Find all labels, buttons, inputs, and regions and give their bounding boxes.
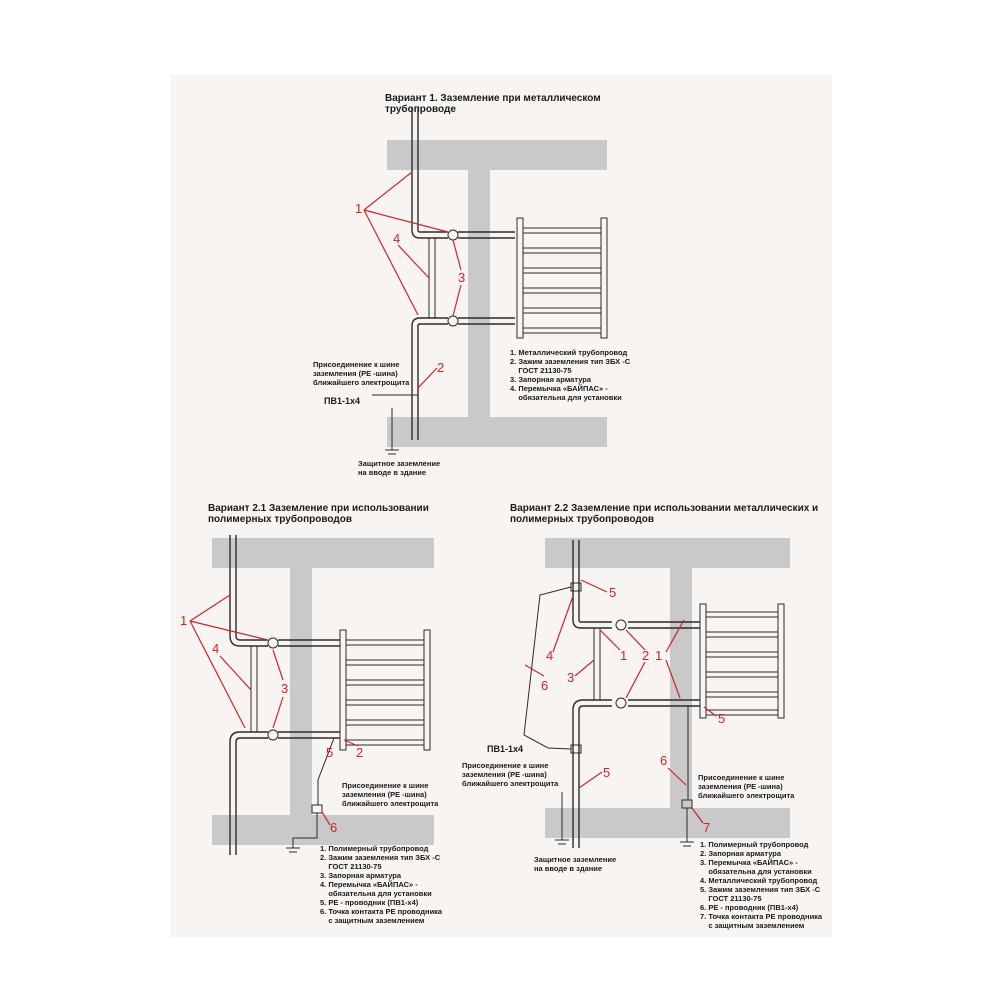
v22-floor	[545, 808, 790, 838]
v21-legend-item: 2. Зажим заземления тип ЗБХ -С	[320, 853, 441, 862]
variant-1	[313, 93, 631, 477]
v21-legend-item: ГОСТ 21130-75	[320, 862, 382, 871]
v21-towel-rail	[340, 630, 430, 750]
v21-callout-6: 6	[330, 820, 338, 835]
variant-2-2	[462, 503, 823, 930]
v21-connection-line3: ближайшего электрощита	[342, 799, 439, 808]
v22-callout-7: 7	[703, 820, 711, 835]
v21-callout-3: 3	[281, 681, 289, 696]
v22-title-line2: полимерных трубопроводов	[510, 514, 654, 525]
v22-legend-item: ГОСТ 21130-75	[700, 894, 762, 903]
v22-legend-item: 3. Перемычка «БАЙПАС» -	[700, 858, 798, 867]
v22-legend-item: 5. Зажим заземления тип ЗБХ -С	[700, 885, 821, 894]
v22-callout-6a: 6	[541, 678, 549, 693]
v22-callout-1a: 1	[620, 648, 628, 663]
v22-valve-top	[616, 620, 626, 630]
v22-valve-bottom	[616, 698, 626, 708]
v1-connection-line1: Присоединение к шине	[313, 360, 400, 369]
v21-floor	[212, 815, 434, 845]
v21-legend-item: 5. РЕ - проводник (ПВ1-х4)	[320, 898, 419, 907]
v22-connection-b-line2: заземления (РЕ -шина)	[698, 782, 783, 791]
v1-connection-line2: заземления (РЕ -шина)	[313, 369, 398, 378]
v21-valve-top	[268, 638, 278, 648]
v22-callout-2: 2	[642, 648, 650, 663]
v1-towel-rail	[517, 218, 607, 338]
v22-callout-3: 3	[567, 670, 575, 685]
v1-valve-bottom	[448, 316, 458, 326]
v21-callout-5: 5	[326, 745, 334, 760]
v21-connection-line1: Присоединение к шине	[342, 781, 429, 790]
v21-legend	[320, 844, 443, 925]
v1-ceiling	[387, 140, 607, 170]
v1-title-line1: Вариант 1. Заземление при металлическом	[385, 93, 601, 104]
v21-legend-item: 3. Запорная арматура	[320, 871, 402, 880]
v21-legend-item: 1. Полимерный трубопровод	[320, 844, 429, 853]
v21-contact-point	[312, 805, 322, 813]
v22-legend-item: обязательна для установки	[700, 867, 812, 876]
v22-connection-a-line3: ближайшего электрощита	[462, 779, 559, 788]
v1-legend	[510, 348, 631, 402]
v22-callout-5: 5	[609, 585, 617, 600]
v22-title-line1: Вариант 2.2 Заземление при использовании металлических и	[510, 503, 819, 514]
v21-legend-item: 4. Перемычка «БАЙПАС» -	[320, 880, 418, 889]
v1-ground-line1: Защитное заземление	[358, 459, 441, 468]
v21-bypass	[251, 646, 257, 732]
v1-legend-item: 2. Зажим заземления тип ЗБХ -С	[510, 357, 631, 366]
v22-legend-item: с защитным заземлением	[700, 921, 805, 930]
v21-callout-2: 2	[356, 745, 364, 760]
v21-ceiling	[212, 538, 434, 568]
v22-legend	[700, 840, 823, 930]
v22-ceiling	[545, 538, 790, 568]
v1-legend-item: ГОСТ 21130-75	[510, 366, 572, 375]
v21-callout-1: 1	[180, 613, 188, 628]
v1-legend-item: 4. Перемычка «БАЙПАС» -	[510, 384, 608, 393]
v21-legend-item: с защитным заземлением	[320, 916, 425, 925]
v1-column	[468, 170, 490, 417]
v22-callout-4: 4	[546, 648, 554, 663]
variant-2-1	[180, 503, 443, 925]
v1-cable-label: ПВ1-1х4	[324, 396, 360, 406]
v1-callout-2: 2	[437, 360, 445, 375]
v1-title-line2: трубопроводе	[385, 104, 456, 115]
v1-callout-1: 1	[355, 201, 363, 216]
v22-legend-item: 1. Полимерный трубопровод	[700, 840, 809, 849]
v21-connection-line2: заземления (РЕ -шина)	[342, 790, 427, 799]
v22-connection-b-line3: ближайшего электрощита	[698, 791, 795, 800]
v1-legend-item: 3. Запорная арматура	[510, 375, 592, 384]
v22-legend-item: 4. Металлический трубопровод	[700, 876, 818, 885]
v22-callout-6b: 6	[660, 753, 668, 768]
v22-callout-1b: 1	[655, 648, 663, 663]
v21-title-line2: полимерных трубопроводов	[208, 514, 352, 525]
v22-ground-line1: Защитное заземление	[534, 855, 617, 864]
v1-bypass	[429, 238, 435, 318]
v1-legend-item: 1. Металлический трубопровод	[510, 348, 628, 357]
v21-callout-4: 4	[212, 641, 220, 656]
v22-connection-a-line1: Присоединение к шине	[462, 761, 549, 770]
v21-title-line1: Вариант 2.1 Заземление при использовании	[208, 503, 429, 514]
v21-column	[290, 568, 312, 815]
v22-bypass	[594, 628, 600, 700]
v21-legend-item: обязательна для установки	[320, 889, 432, 898]
v22-callout-5c: 5	[603, 765, 611, 780]
v1-legend-item: обязательна для установки	[510, 393, 622, 402]
v22-legend-item: 7. Точка контакта РЕ проводника	[700, 912, 823, 921]
v1-valve-top	[448, 230, 458, 240]
v22-legend-item: 6. РЕ - проводник (ПВ1-х4)	[700, 903, 799, 912]
v22-connection-a-line2: заземления (РЕ -шина)	[462, 770, 547, 779]
v1-callout-3: 3	[458, 270, 466, 285]
v22-column	[670, 568, 692, 808]
v22-callout-5b: 5	[718, 711, 726, 726]
v1-ground-line2: на вводе в здание	[358, 468, 427, 477]
v22-cable-label: ПВ1-1х4	[487, 744, 523, 754]
v22-connection-b-line1: Присоединение к шине	[698, 773, 785, 782]
v21-valve-bottom	[268, 730, 278, 740]
v1-callout-4: 4	[393, 231, 401, 246]
v22-towel-rail	[700, 604, 784, 718]
v22-ground-line2: на вводе в здание	[534, 864, 603, 873]
v1-connection-line3: ближайшего электрощита	[313, 378, 410, 387]
v1-floor	[387, 417, 607, 447]
v21-legend-item: 6. Точка контакта РЕ проводника	[320, 907, 443, 916]
v22-legend-item: 2. Запорная арматура	[700, 849, 782, 858]
